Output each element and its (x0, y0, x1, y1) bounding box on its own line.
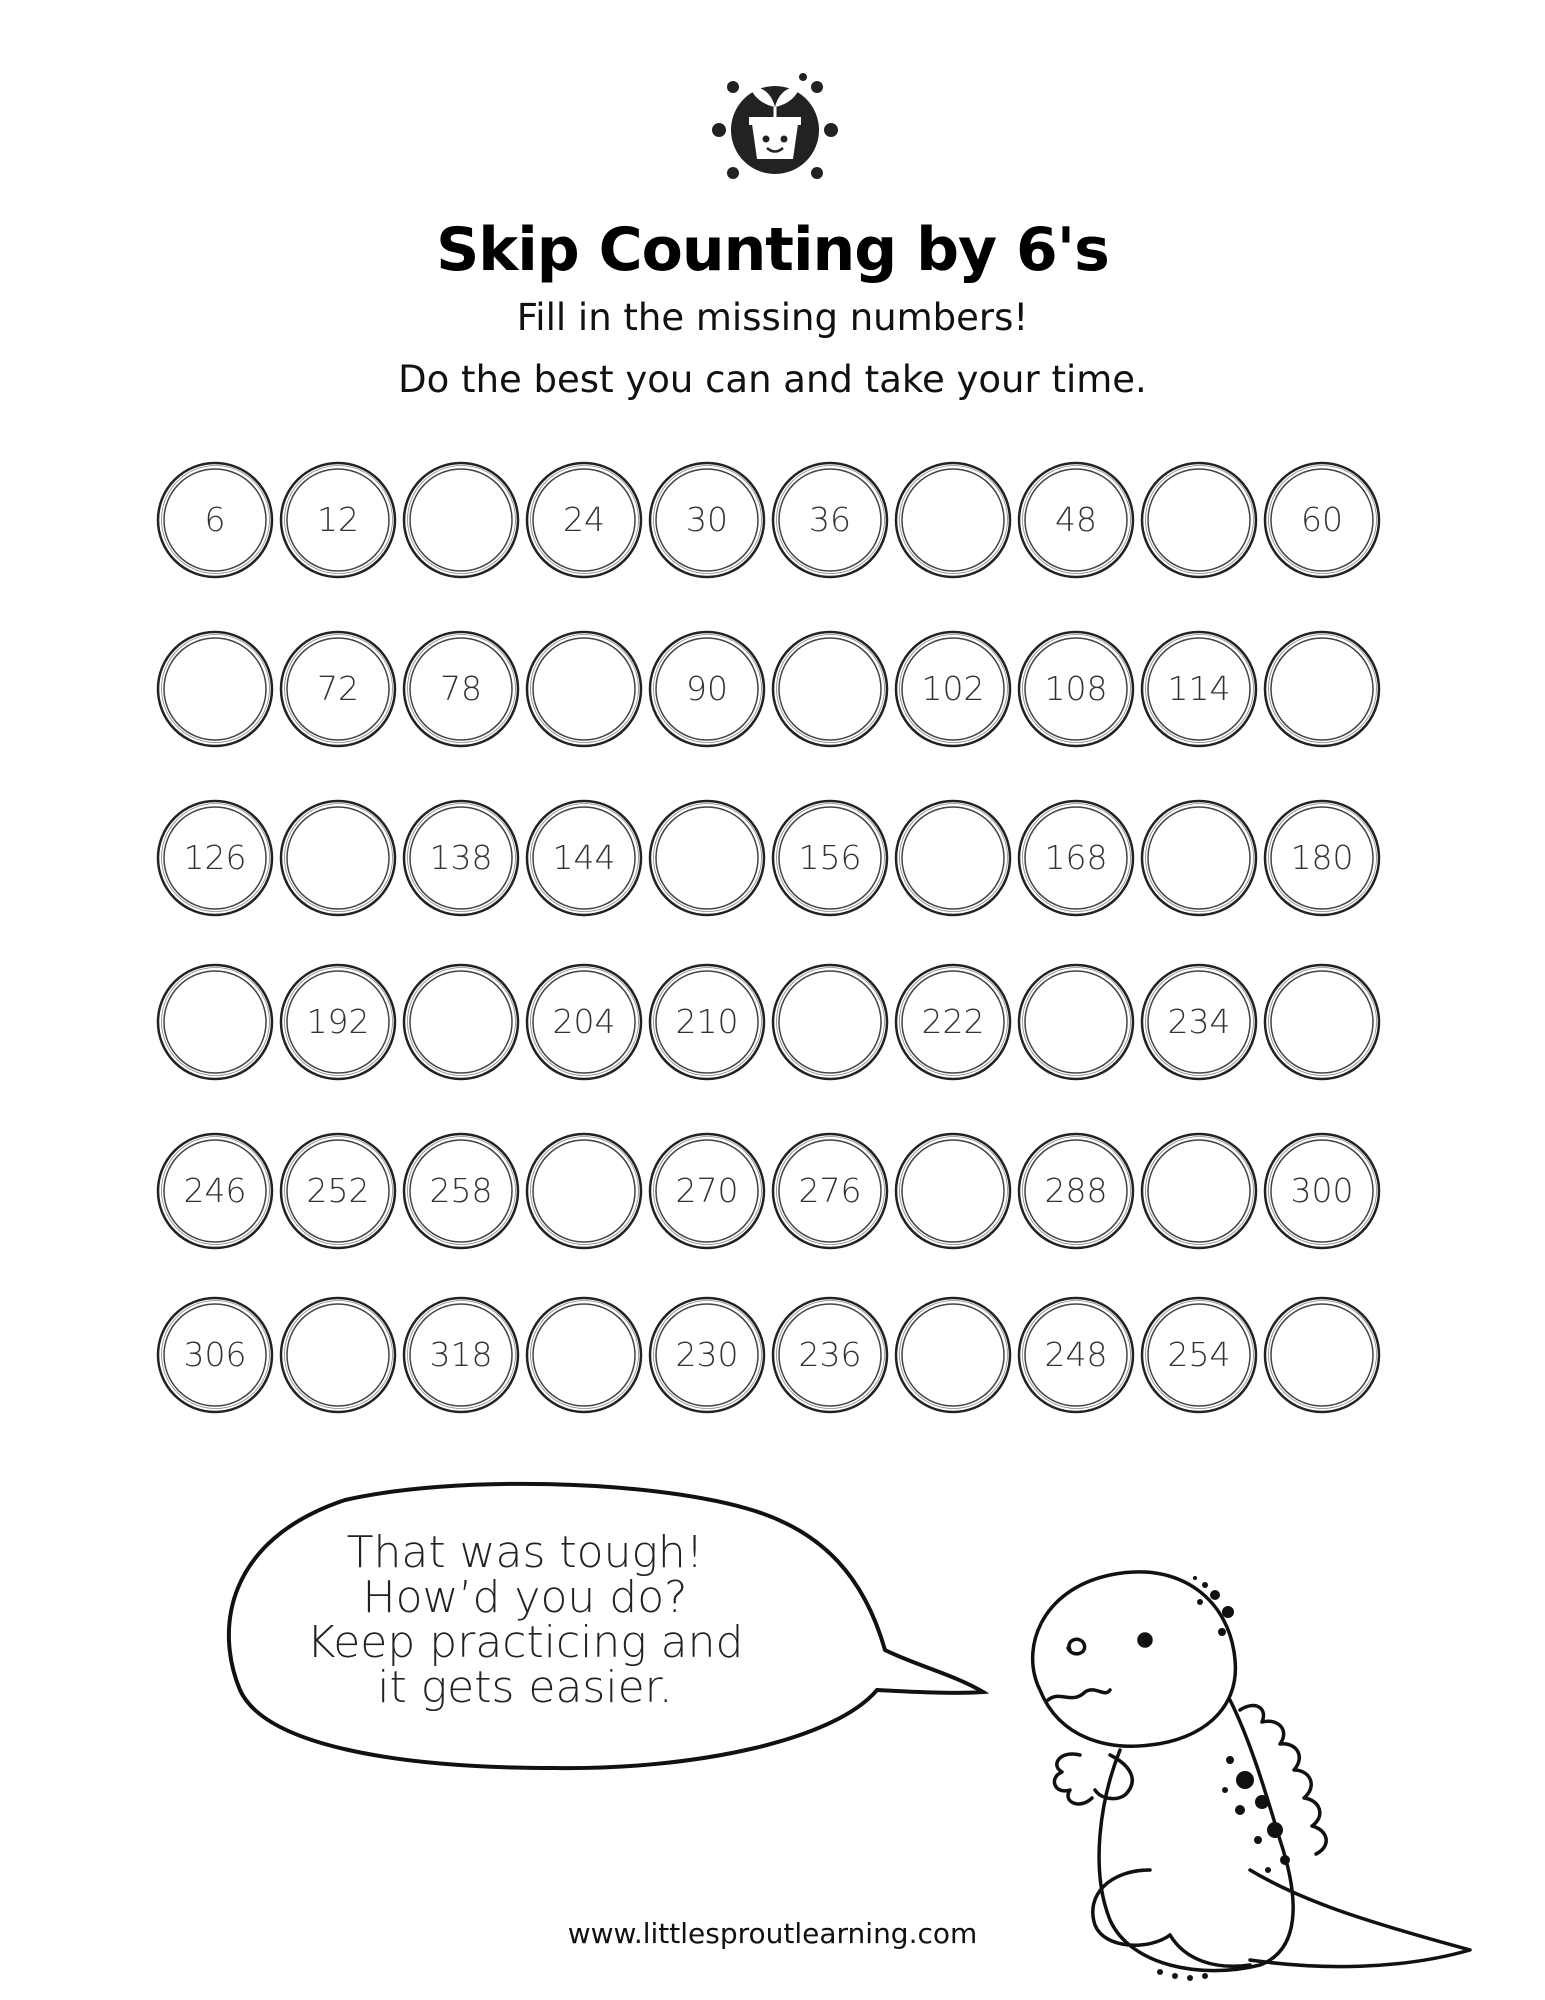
cell-number (1262, 629, 1382, 749)
blank-number-circle[interactable] (1262, 1295, 1382, 1415)
number-circle (1139, 1295, 1259, 1415)
number-circle (155, 798, 275, 918)
cell-number (401, 460, 521, 580)
cell-number: 252 (306, 1171, 370, 1210)
cell-number: 236 (798, 1335, 862, 1374)
number-circle (893, 629, 1013, 749)
cell-number (1016, 962, 1136, 1082)
cell-number: 288 (1044, 1171, 1108, 1210)
number-circle (524, 798, 644, 918)
cell-number (1262, 1295, 1382, 1415)
cell-number (893, 1295, 1013, 1415)
cell-number: 246 (183, 1171, 247, 1210)
cell-number: 6 (204, 500, 226, 539)
cell-number (155, 962, 275, 1082)
cell-number (1139, 798, 1259, 918)
cell-number: 30 (686, 500, 728, 539)
blank-number-circle[interactable] (1016, 962, 1136, 1082)
cell-number: 156 (798, 838, 862, 877)
cell-number: 270 (675, 1171, 739, 1210)
speech-bubble-text (255, 1527, 795, 1713)
cell-number (524, 1131, 644, 1251)
number-circle (401, 1131, 521, 1251)
cell-number (893, 798, 1013, 918)
number-circle (647, 460, 767, 580)
number-circle (1016, 1295, 1136, 1415)
cell-number: 12 (317, 500, 359, 539)
number-circle (1016, 460, 1136, 580)
number-circle (647, 962, 767, 1082)
cell-number (893, 460, 1013, 580)
cell-number: 138 (429, 838, 493, 877)
cell-number (770, 962, 890, 1082)
blank-number-circle[interactable] (401, 460, 521, 580)
number-circle (1262, 460, 1382, 580)
cell-number (401, 962, 521, 1082)
cell-number: 204 (552, 1002, 616, 1041)
blank-number-circle[interactable] (1139, 1131, 1259, 1251)
cell-number (647, 798, 767, 918)
number-circle (401, 798, 521, 918)
speech-line: That was tough! (346, 1527, 704, 1578)
number-circle (647, 629, 767, 749)
number-circle (278, 629, 398, 749)
number-circle (1016, 798, 1136, 918)
cell-number: 36 (809, 500, 851, 539)
footer-url: www.littlesproutlearning.com (567, 1917, 978, 1950)
blank-number-circle[interactable] (1139, 798, 1259, 918)
number-circle (770, 1131, 890, 1251)
number-circle (401, 1295, 521, 1415)
cell-number (1139, 460, 1259, 580)
cell-number: 222 (921, 1002, 985, 1041)
speech-line: it gets easier. (377, 1662, 673, 1713)
blank-number-circle[interactable] (278, 798, 398, 918)
blank-number-circle[interactable] (770, 629, 890, 749)
number-circle (278, 962, 398, 1082)
number-circle (647, 1295, 767, 1415)
number-circle (893, 962, 1013, 1082)
number-circle (1016, 629, 1136, 749)
cell-number: 60 (1301, 500, 1343, 539)
number-circle (278, 460, 398, 580)
blank-number-circle[interactable] (893, 1131, 1013, 1251)
cell-number: 108 (1044, 669, 1108, 708)
instruction-line: Do the best you can and take your time. (398, 358, 1147, 401)
number-circle (1262, 1131, 1382, 1251)
speech-line: Keep practicing and (306, 1617, 744, 1668)
cell-number: 234 (1167, 1002, 1231, 1041)
number-circle (770, 798, 890, 918)
cell-number: 180 (1290, 838, 1354, 877)
plant-pot-logo-icon (685, 55, 865, 205)
blank-number-circle[interactable] (1262, 629, 1382, 749)
number-circle (1139, 629, 1259, 749)
blank-number-circle[interactable] (1139, 460, 1259, 580)
cell-number: 276 (798, 1171, 862, 1210)
cell-number: 114 (1167, 669, 1231, 708)
cell-number: 254 (1167, 1335, 1231, 1374)
blank-number-circle[interactable] (893, 460, 1013, 580)
blank-number-circle[interactable] (524, 1131, 644, 1251)
cell-number (524, 1295, 644, 1415)
cell-number: 102 (921, 669, 985, 708)
number-circle (401, 629, 521, 749)
blank-number-circle[interactable] (647, 798, 767, 918)
blank-number-circle[interactable] (770, 962, 890, 1082)
number-circle (155, 460, 275, 580)
number-circle (155, 1131, 275, 1251)
number-circle (524, 962, 644, 1082)
cell-number (278, 798, 398, 918)
cell-number (770, 629, 890, 749)
blank-number-circle[interactable] (524, 1295, 644, 1415)
blank-number-circle[interactable] (155, 629, 275, 749)
number-circle (1262, 798, 1382, 918)
speech-line: How’d you do? (362, 1572, 688, 1623)
cell-number: 306 (183, 1335, 247, 1374)
page-title: Skip Counting by 6's (436, 215, 1109, 285)
number-circle (155, 1295, 275, 1415)
number-circle (770, 1295, 890, 1415)
blank-number-circle[interactable] (278, 1295, 398, 1415)
cell-number: 318 (429, 1335, 493, 1374)
blank-number-circle[interactable] (155, 962, 275, 1082)
cell-number (1139, 1131, 1259, 1251)
cell-number: 24 (563, 500, 605, 539)
number-circle (647, 1131, 767, 1251)
cell-number: 72 (317, 669, 359, 708)
number-circle (1139, 962, 1259, 1082)
number-circle (770, 460, 890, 580)
cell-number: 300 (1290, 1171, 1354, 1210)
cell-number: 48 (1055, 500, 1097, 539)
cell-number (278, 1295, 398, 1415)
cell-number: 258 (429, 1171, 493, 1210)
cell-number: 168 (1044, 838, 1108, 877)
number-circle (524, 460, 644, 580)
cell-number: 78 (440, 669, 482, 708)
cell-number (893, 1131, 1013, 1251)
cell-number: 90 (686, 669, 728, 708)
blank-number-circle[interactable] (893, 1295, 1013, 1415)
cell-number (155, 629, 275, 749)
cell-number: 192 (306, 1002, 370, 1041)
cell-number (524, 629, 644, 749)
blank-number-circle[interactable] (524, 629, 644, 749)
instruction-line: Fill in the missing numbers! (516, 296, 1029, 339)
cell-number: 126 (183, 838, 247, 877)
cell-number: 210 (675, 1002, 739, 1041)
blank-number-circle[interactable] (401, 962, 521, 1082)
cell-number: 230 (675, 1335, 739, 1374)
number-circle (278, 1131, 398, 1251)
blank-number-circle[interactable] (893, 798, 1013, 918)
number-circle (1016, 1131, 1136, 1251)
cell-number: 144 (552, 838, 616, 877)
cell-number: 248 (1044, 1335, 1108, 1374)
blank-number-circle[interactable] (1262, 962, 1382, 1082)
cell-number (1262, 962, 1382, 1082)
